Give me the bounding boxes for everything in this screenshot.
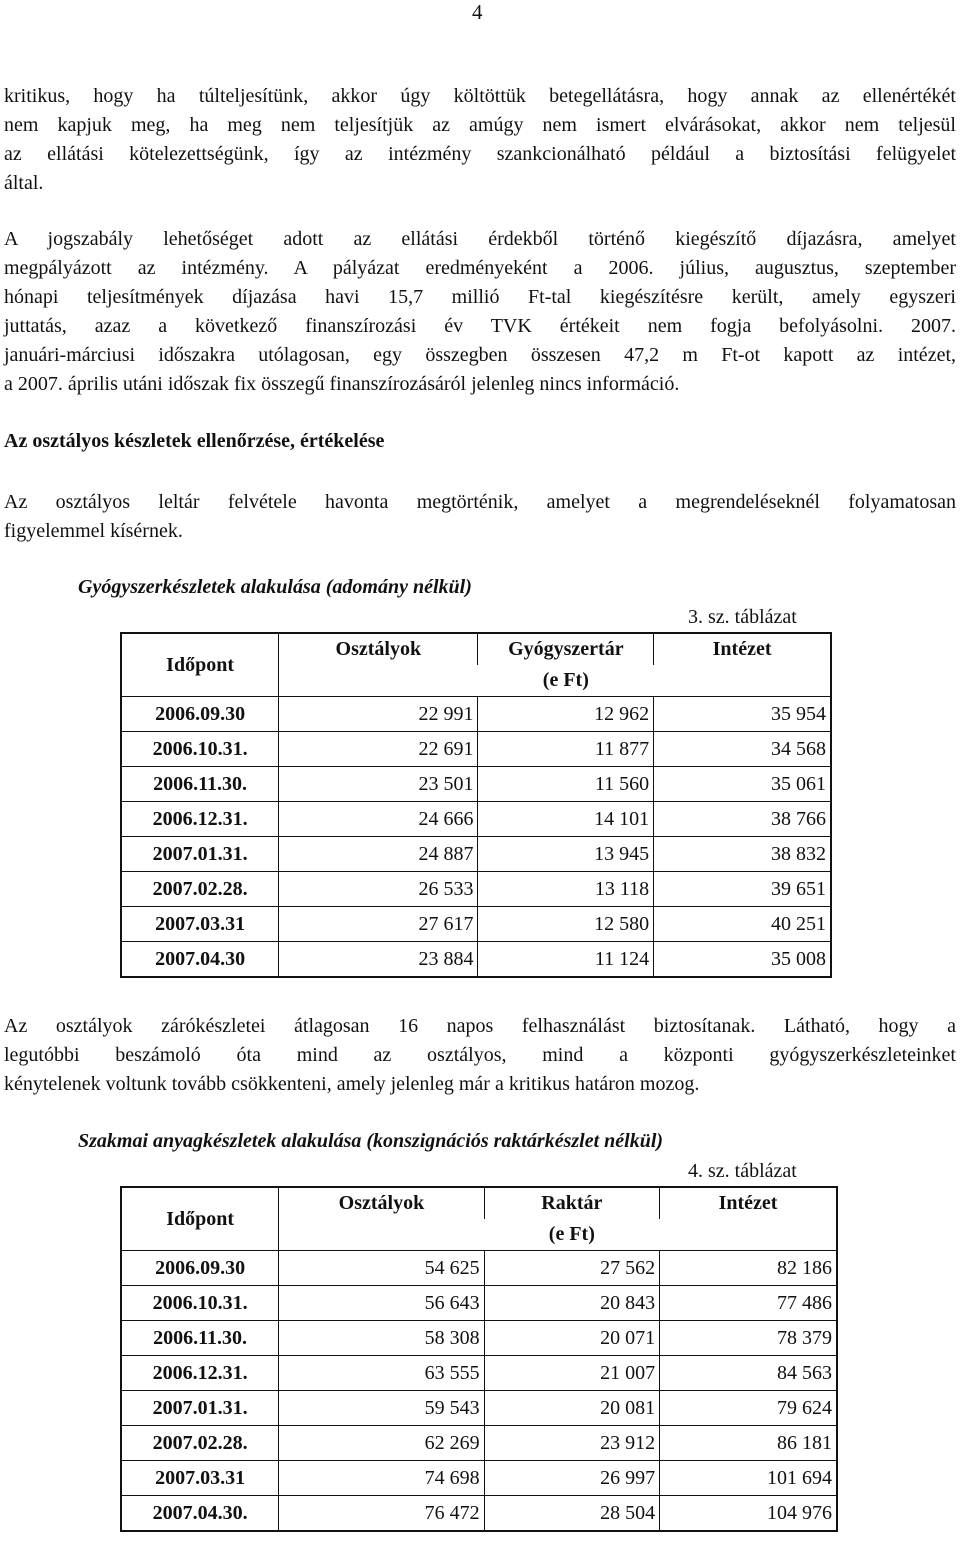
table-row [121,1321,837,1356]
cell-col2: 14 101 [478,802,654,837]
cell-col1: 62 269 [279,1426,484,1461]
row-date: 2007.03.31 [121,907,279,942]
page-number: 4 [472,0,483,24]
paragraph-line: januári-márciusi időszakra utólagosan, egy összegben összesen 47,2 m Ft-ot kapott az intézet, [4,344,956,366]
paragraph-line: kritikus, hogy ha túlteljesítünk, akkor úgy költöttük betegellátásra, hogy annak az ellenértékét [4,85,956,107]
header-col3: Intézet [654,633,831,665]
table-row [121,1356,837,1391]
paragraph-line: hónapi teljesítmények díjazása havi 15,7 millió Ft-tal kiegészítésre került, amely egyszeri [4,286,956,308]
row-date: 2007.02.28. [121,872,279,907]
header-col1: Osztályok [279,633,478,665]
table-header-row [121,1187,837,1219]
row-date: 2006.09.30 [121,1251,279,1286]
table-row [121,907,831,942]
cell-col1: 23 501 [279,767,478,802]
paragraph-line: figyelemmel kísérnek. [4,520,183,542]
table4-caption: Szakmai anyagkészletek alakulása (konszignációs raktárkészlet nélkül) [78,1130,664,1152]
cell-col2: 20 071 [484,1321,659,1356]
row-date: 2007.04.30 [121,942,279,978]
cell-col2: 27 562 [484,1251,659,1286]
cell-col3: 84 563 [660,1356,837,1391]
paragraph-1 [4,82,956,198]
paragraph-2 [4,225,956,399]
cell-col1: 22 991 [279,697,478,732]
row-date: 2006.12.31. [121,1356,279,1391]
cell-col2: 11 877 [478,732,654,767]
header-date: Időpont [121,633,279,697]
table-row [121,837,831,872]
cell-col2: 28 504 [484,1496,659,1532]
row-date: 2006.12.31. [121,802,279,837]
header-col2: Raktár [484,1187,659,1219]
row-date: 2007.02.28. [121,1426,279,1461]
header-unit: (e Ft) [478,665,654,697]
cell-col3: 86 181 [660,1426,837,1461]
table-row [121,1391,837,1426]
cell-col3: 79 624 [660,1391,837,1426]
header-unit: (e Ft) [484,1219,659,1251]
cell-col1: 26 533 [279,872,478,907]
paragraph-line: Az osztályok zárókészletei átlagosan 16 napos felhasználást biztosítanak. Látható, hogy a [4,1015,956,1037]
paragraph-line: legutóbbi beszámoló óta mind az osztályos, mind a központi gyógyszerkészleteinket [4,1044,956,1066]
paragraph-line: kénytelenek voltunk tovább csökkenteni, amely jelenleg már a kritikus határon mozog. [4,1073,700,1095]
paragraph-4 [4,1012,956,1099]
row-date: 2007.01.31. [121,837,279,872]
cell-col1: 58 308 [279,1321,484,1356]
cell-col3: 78 379 [660,1321,837,1356]
cell-col3: 101 694 [660,1461,837,1496]
table-row [121,732,831,767]
cell-col1: 27 617 [279,907,478,942]
header-blank [279,665,478,697]
table-row [121,1426,837,1461]
header-col2: Gyógyszertár [478,633,654,665]
paragraph-line: nem kapjuk meg, ha meg nem teljesítjük az amúgy nem ismert elvárásokat, akkor nem teljesül [4,114,956,136]
cell-col1: 54 625 [279,1251,484,1286]
table3-caption: Gyógyszerkészletek alakulása (adomány nélkül) [78,576,472,598]
table-row [121,767,831,802]
cell-col1: 59 543 [279,1391,484,1426]
row-date: 2007.01.31. [121,1391,279,1426]
cell-col3: 35 008 [654,942,831,978]
cell-col1: 23 884 [279,942,478,978]
table3-number: 3. sz. táblázat [688,606,797,628]
row-date: 2006.11.30. [121,1321,279,1356]
cell-col2: 21 007 [484,1356,659,1391]
cell-col1: 24 887 [279,837,478,872]
cell-col2: 23 912 [484,1426,659,1461]
paragraph-line: juttatás, azaz a következő finanszírozási év TVK értékeit nem fogja befolyásolni. 2007. [4,315,956,337]
cell-col1: 74 698 [279,1461,484,1496]
header-date: Időpont [121,1187,279,1251]
cell-col3: 40 251 [654,907,831,942]
paragraph-line: a 2007. április utáni időszak fix összegű finanszírozásáról jelenleg nincs információ. [4,373,680,395]
table-row [121,1286,837,1321]
cell-col1: 76 472 [279,1496,484,1532]
table-row [121,802,831,837]
table4-number: 4. sz. táblázat [688,1160,797,1182]
table-row [121,872,831,907]
cell-col1: 22 691 [279,732,478,767]
paragraph-line: által. [4,172,44,194]
row-date: 2006.10.31. [121,1286,279,1321]
cell-col3: 104 976 [660,1496,837,1532]
cell-col3: 34 568 [654,732,831,767]
cell-col3: 82 186 [660,1251,837,1286]
paragraph-line: megpályázott az intézmény. A pályázat eredményeként a 2006. július, augusztus, szeptember [4,257,956,279]
row-date: 2007.03.31 [121,1461,279,1496]
paragraph-3 [4,488,956,546]
table-row [121,942,831,978]
paragraph-line: az ellátási kötelezettségünk, így az intézmény szankcionálható például a biztosítási felügyelet [4,143,956,165]
section-heading: Az osztályos készletek ellenőrzése, értékelése [4,430,385,452]
cell-col2: 26 997 [484,1461,659,1496]
table4 [120,1186,838,1532]
cell-col2: 12 962 [478,697,654,732]
cell-col3: 35 954 [654,697,831,732]
row-date: 2006.10.31. [121,732,279,767]
cell-col2: 13 945 [478,837,654,872]
cell-col2: 12 580 [478,907,654,942]
cell-col2: 20 843 [484,1286,659,1321]
table-row [121,1496,837,1532]
header-col1: Osztályok [279,1187,484,1219]
cell-col1: 24 666 [279,802,478,837]
cell-col3: 39 651 [654,872,831,907]
cell-col3: 38 832 [654,837,831,872]
table-header-row [121,633,831,665]
header-blank [279,1219,484,1251]
table-row [121,1461,837,1496]
table3 [120,632,832,978]
header-col3: Intézet [660,1187,837,1219]
header-blank [660,1219,837,1251]
cell-col2: 20 081 [484,1391,659,1426]
cell-col3: 35 061 [654,767,831,802]
row-date: 2007.04.30. [121,1496,279,1532]
row-date: 2006.11.30. [121,767,279,802]
cell-col2: 13 118 [478,872,654,907]
cell-col3: 77 486 [660,1286,837,1321]
cell-col3: 38 766 [654,802,831,837]
table-row [121,697,831,732]
cell-col2: 11 124 [478,942,654,978]
cell-col2: 11 560 [478,767,654,802]
paragraph-line: Az osztályos leltár felvétele havonta megtörténik, amelyet a megrendeléseknél folyamatosan [4,491,956,513]
table-row [121,1251,837,1286]
row-date: 2006.09.30 [121,697,279,732]
cell-col1: 63 555 [279,1356,484,1391]
paragraph-line: A jogszabály lehetőséget adott az ellátási érdekből történő kiegészítő díjazásra, amelyet [4,228,956,250]
header-blank [654,665,831,697]
cell-col1: 56 643 [279,1286,484,1321]
